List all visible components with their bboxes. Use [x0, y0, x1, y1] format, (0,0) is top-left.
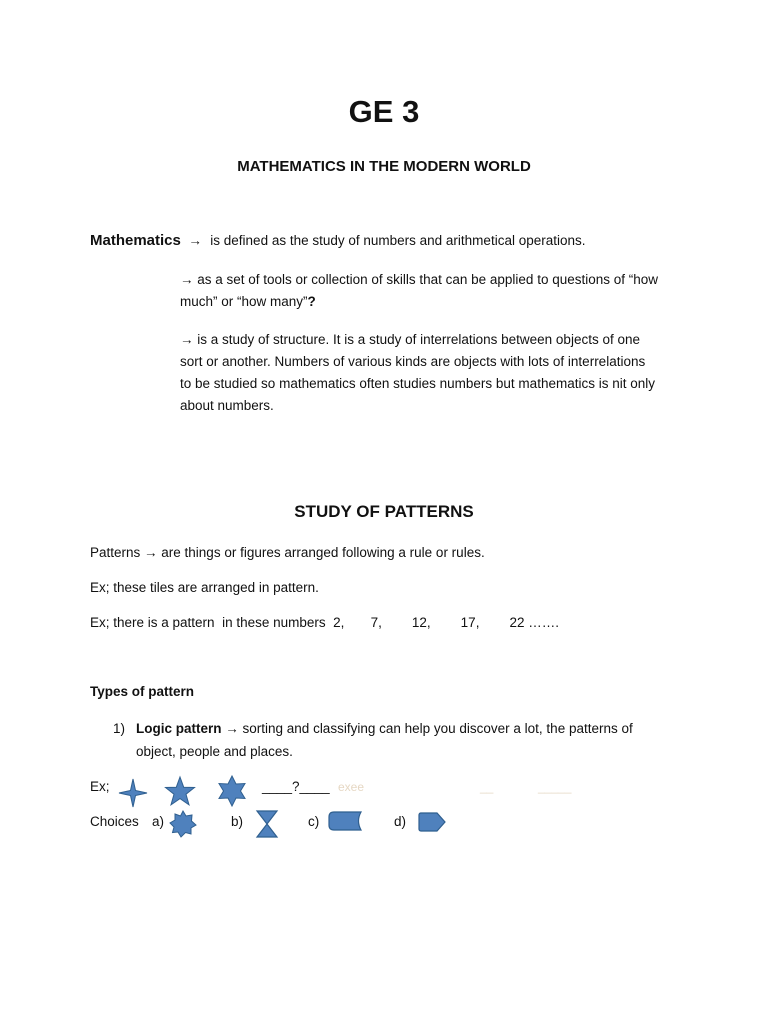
definition-item-1-question-mark: ? [307, 294, 316, 309]
definition-item-1-line-1: → as a set of tools or collection of skills that can be applied to questions of “how [180, 272, 659, 287]
logic-pattern-line-2: object, people and places. [136, 744, 293, 759]
logic-pattern-term: Logic pattern [136, 721, 222, 736]
definition-item-2-line-3: to be studied so mathematics often studies numbers but mathematics is nit only [180, 376, 655, 391]
choices-label: Choices [90, 814, 139, 829]
example-label: Ex; [90, 779, 110, 794]
definition-item-1-line-2 [180, 291, 700, 313]
faint-dash-2: _____ [538, 780, 572, 794]
patterns-example-tiles: Ex; these tiles are arranged in pattern. [90, 580, 319, 595]
choice-a-seven-point-star-icon [169, 810, 197, 838]
choice-d-pentagon-arrow-icon [418, 812, 446, 832]
patterns-example-numbers: Ex; there is a pattern in these numbers 2, 7, 12, 17, 22 ……. [90, 615, 559, 630]
choice-b-label: b) [231, 814, 244, 829]
six-point-star-icon [216, 775, 248, 807]
document-subtitle: MATHEMATICS IN THE MODERN WORLD [237, 158, 531, 175]
definition-item-2-line-1: → is a study of structure. It is a study of interrelations between objects of one [180, 332, 640, 347]
definition-item-2-line-2: sort or another. Numbers of various kinds are objects with lots of interrelations [180, 354, 646, 369]
section-heading-study-of-patterns: STUDY OF PATTERNS [294, 502, 474, 521]
faint-dash-1: __ [480, 780, 494, 794]
mathematics-definition [90, 232, 586, 250]
definition-arrow: → [188, 233, 202, 248]
choice-a-label: a) [152, 814, 165, 829]
logic-pattern-item [136, 721, 633, 736]
four-point-star-icon [118, 778, 148, 808]
choice-c-label: c) [308, 814, 320, 829]
definition-item-1-line-2-text: much” or “how many” [180, 294, 308, 309]
document-title: GE 3 [348, 94, 420, 129]
definition-item-1 [180, 269, 700, 313]
types-of-pattern-heading: Types of pattern [90, 684, 195, 699]
choice-b-hourglass-icon [255, 810, 279, 838]
definition-item-2 [180, 329, 700, 417]
faint-text: exee [338, 780, 365, 794]
mathematics-term: Mathematics [90, 232, 181, 249]
patterns-definition: Patterns → are things or figures arranged following a rule or rules. [90, 545, 485, 560]
five-point-star-icon [164, 776, 196, 806]
logic-pattern-text: → sorting and classifying can help you discover a lot, the patterns of [221, 721, 633, 736]
definition-item-2-line-4: about numbers. [180, 398, 274, 413]
list-number-1: 1) [113, 721, 126, 736]
definition-main-text: is defined as the study of numbers and arithmetical operations. [210, 233, 586, 248]
choice-c-snipped-rectangle-icon [328, 811, 362, 831]
missing-shape-blank: ____?____ [262, 779, 330, 794]
choice-d-label: d) [394, 814, 407, 829]
